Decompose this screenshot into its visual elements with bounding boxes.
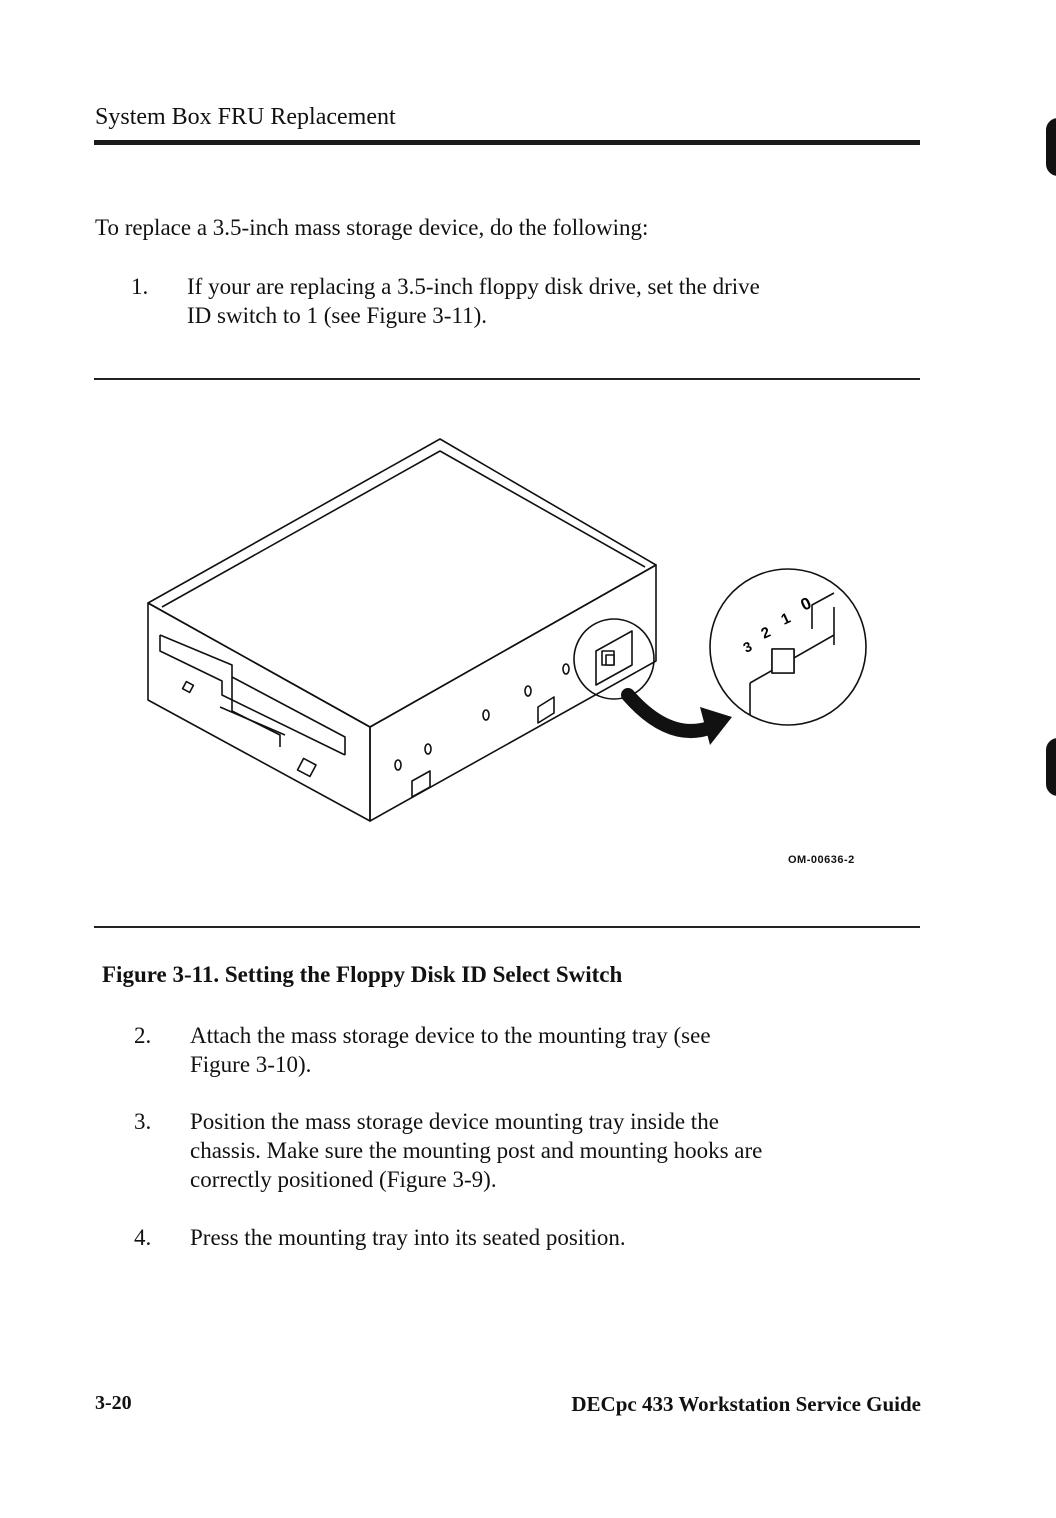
step-number: 4. [134,1225,152,1250]
running-header: System Box FRU Replacement [95,104,396,130]
book-title: DECpc 433 Workstation Service Guide [571,1392,921,1416]
figure-caption: Figure 3-11. Setting the Floppy Disk ID Select Switch [102,962,623,987]
margin-tab-mark [1046,738,1056,796]
floppy-drive-illustration [140,425,880,825]
step-number: 2. [134,1023,152,1048]
step-text: Position the mass storage device mounting tray inside the chassis. Make sure the mounting post and mounting hooks are correctly positioned (Figure 3-9). [190,1109,763,1192]
drive-front-face [148,603,370,821]
pointer-arrow [628,695,712,731]
switch-label-3: 3 [740,637,755,656]
header-rule [94,140,920,145]
drive-side-face [370,565,656,821]
step-text: Press the mounting tray into its seated position. [190,1225,626,1250]
switch-label-2: 2 [758,623,774,643]
switch-label-0: 0 [797,593,815,615]
step-number: 1. [131,274,149,299]
step-text: Attach the mass storage device to the mounting tray (see Figure 3-10). [190,1023,711,1077]
figure-top-rule [94,378,920,380]
drive-top-face [148,439,656,727]
switch-label-1: 1 [778,609,794,629]
magnifier-zoom-circle [710,569,866,725]
figure-bottom-rule [94,926,920,928]
step-number: 3. [134,1109,152,1134]
step-text: If your are replacing a 3.5-inch floppy disk drive, set the drive ID switch to 1 (see Figure 3-11). [187,274,760,328]
eject-button [298,758,316,776]
margin-tab-mark [1046,118,1056,176]
intro-paragraph: To replace a 3.5-inch mass storage device, do the following: [95,215,649,240]
figure-id: OM-00636-2 [788,854,855,866]
page-number: 3-20 [95,1392,132,1414]
